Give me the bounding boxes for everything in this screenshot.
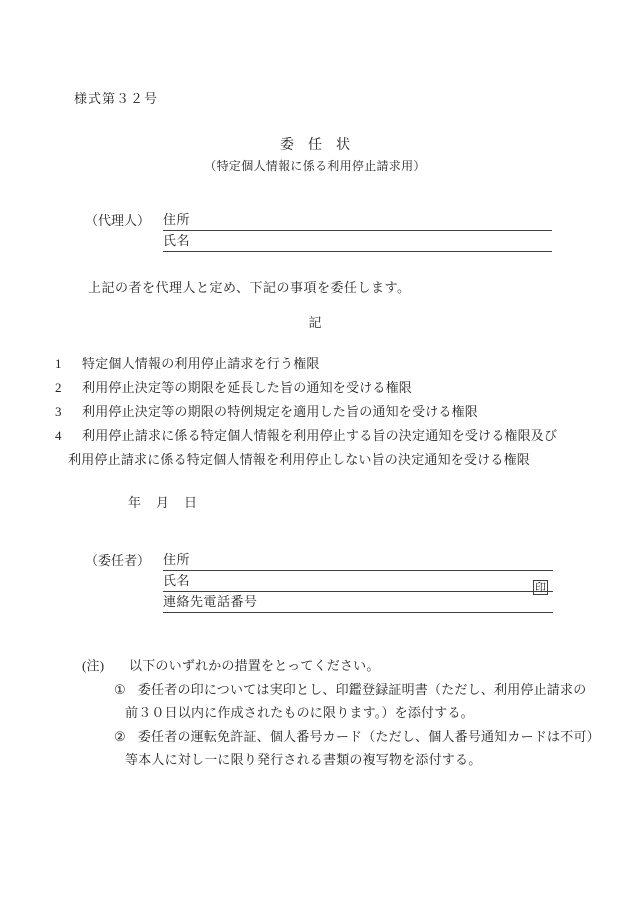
list-item-number: 4 bbox=[55, 428, 62, 443]
note-item-continuation: 等本人に対し一に限り発行される書類の複写物を添付する。 bbox=[125, 752, 482, 767]
note-item bbox=[0, 678, 630, 702]
note-item-text: 委任者の印については実印とし、印鑑登録証明書（ただし、利用停止請求の bbox=[137, 681, 587, 697]
agent-name-label: 氏名 bbox=[163, 233, 191, 248]
list-item bbox=[55, 424, 585, 448]
list-item bbox=[55, 352, 585, 376]
principal-fields bbox=[163, 550, 553, 613]
agent-section-label: （代理人） bbox=[85, 213, 151, 228]
list-item-number: 2 bbox=[55, 380, 62, 395]
list-item-text: 利用停止決定等の期限を延長した旨の通知を受ける権限 bbox=[82, 380, 413, 395]
delegated-powers-list bbox=[55, 352, 585, 472]
list-item bbox=[55, 400, 585, 424]
list-item-continuation: 利用停止請求に係る特定個人情報を利用停止しない旨の決定通知を受ける権限 bbox=[68, 452, 531, 467]
principal-name-field bbox=[163, 571, 553, 592]
agent-address-label: 住所 bbox=[163, 212, 191, 227]
agent-address-field bbox=[163, 210, 552, 231]
declaration-text: 上記の者を代理人と定め、下記の事項を委任します。 bbox=[88, 280, 411, 295]
document-title: 委 任 状 bbox=[280, 138, 350, 153]
list-item-text: 利用停止決定等の期限の特例規定を適用した旨の通知を受ける権限 bbox=[82, 404, 479, 419]
form-number: 様式第３２号 bbox=[74, 91, 159, 106]
principal-phone-label: 連絡先電話番号 bbox=[163, 594, 258, 609]
note-item-text: 委任者の運転免許証、個人番号カード（ただし、個人番号通知カードは不可） bbox=[137, 728, 600, 744]
list-item-text: 利用停止請求に係る特定個人情報を利用停止する旨の決定通知を受ける権限及び bbox=[82, 428, 558, 443]
agent-fields bbox=[163, 210, 552, 252]
note-item-number: ② bbox=[114, 728, 126, 744]
list-item-number: 3 bbox=[55, 404, 62, 419]
note-item-number: ① bbox=[114, 681, 126, 697]
list-header: 記 bbox=[308, 315, 322, 330]
principal-section-label: （委任者） bbox=[85, 553, 151, 568]
note-item bbox=[0, 725, 630, 749]
seal-box: 印 bbox=[535, 582, 546, 594]
date-line: 年 月 日 bbox=[128, 495, 199, 510]
notes-section bbox=[0, 654, 630, 772]
principal-phone-field bbox=[163, 592, 553, 613]
notes-label: (注) bbox=[82, 658, 105, 673]
document-subtitle: （特定個人情報に係る利用停止請求用） bbox=[204, 159, 426, 173]
list-item-number: 1 bbox=[55, 356, 62, 371]
notes-heading bbox=[0, 654, 630, 678]
notes-intro: 以下のいずれかの措置をとってください。 bbox=[129, 658, 380, 673]
principal-name-label: 氏名 bbox=[163, 573, 191, 588]
list-item-text: 特定個人情報の利用停止請求を行う権限 bbox=[82, 356, 320, 371]
agent-name-field bbox=[163, 231, 552, 252]
note-item-continuation: 前３０日以内に作成されたものに限ります。）を添付する。 bbox=[125, 705, 474, 720]
principal-address-field bbox=[163, 550, 553, 571]
principal-address-label: 住所 bbox=[163, 552, 191, 567]
list-item bbox=[55, 376, 585, 400]
